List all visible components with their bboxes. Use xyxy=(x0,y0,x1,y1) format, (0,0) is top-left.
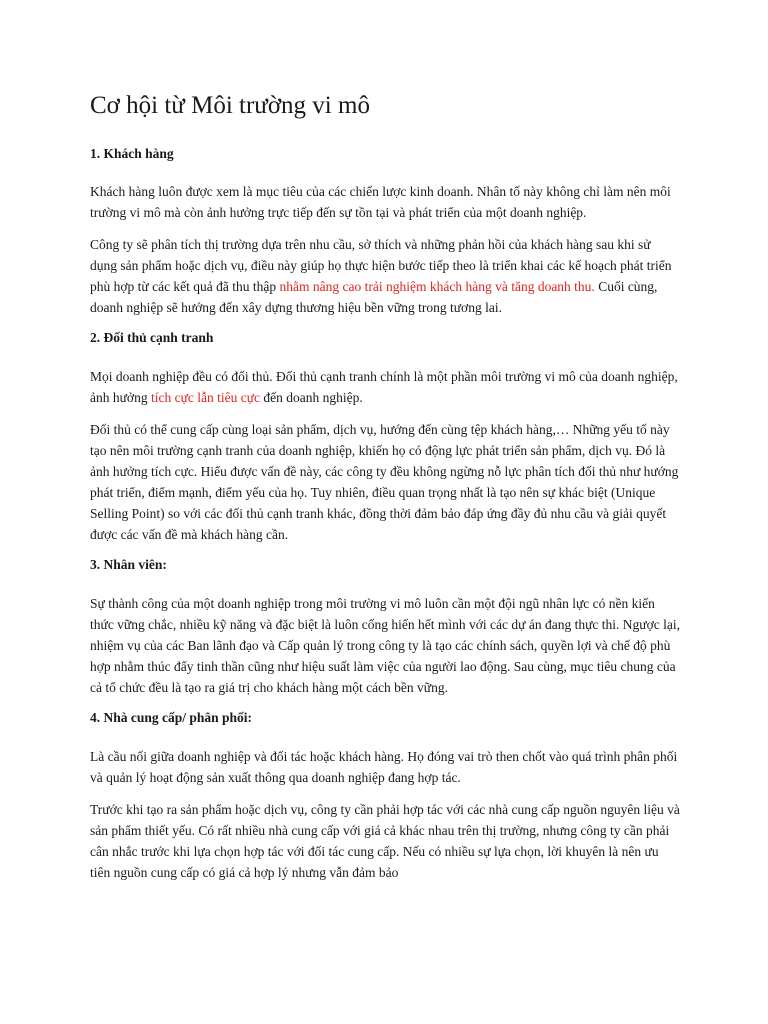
section-employees xyxy=(90,556,680,698)
paragraph xyxy=(90,366,680,408)
page-title: Cơ hội từ Môi trường vi mô xyxy=(90,92,370,119)
paragraph-text: Mọi doanh nghiệp đều có đối thủ. Đối thủ cạnh tranh chính là một phần môi trường vi mô của doanh nghiệp, ảnh hưởng xyxy=(90,369,678,406)
paragraph-text: Công ty sẽ phân tích thị trường dựa trên nhu cầu, sở thích và những phản hồi của khách hàng sau khi sử dụng sản phẩm hoặc dịch vụ, điều này giúp họ thực hiện bước tiếp theo là triển khai các kế hoạch phát triển phù hợp từ các kết quả đã thu thập xyxy=(90,237,672,295)
section-heading: 2. Đối thủ cạnh tranh xyxy=(90,330,214,346)
paragraph xyxy=(90,419,680,545)
paragraph-text: Trước khi tạo ra sản phẩm hoặc dịch vụ, công ty cần phải hợp tác với các nhà cung cấp nguồn nguyên liệu và sản phẩm thiết yếu. Có rất nhiều nhà cung cấp với giá cả khác nhau trên thị trường, nhưng công ty cần phải cân nhắc trước khi lựa chọn hợp tác với đối tác cung cấp. Nếu có nhiều sự lựa chọn, lời khuyên là nên ưu tiên nguồn cung cấp có giá cả hợp lý nhưng vẫn đảm bảo xyxy=(90,802,680,881)
highlighted-text: tích cực lẫn tiêu cực xyxy=(150,390,261,406)
paragraph xyxy=(90,234,680,318)
section-heading: 1. Khách hàng xyxy=(90,145,174,161)
section-customers xyxy=(90,145,680,319)
section-heading: 4. Nhà cung cấp/ phân phối: xyxy=(90,710,253,726)
paragraph-text: Cuối cùng, doanh nghiệp sẽ hướng đến xây dựng thương hiệu bền vững trong tương lai. xyxy=(90,279,658,316)
paragraph xyxy=(90,593,680,698)
paragraph-text: Sự thành công của một doanh nghiệp trong môi trường vi mô luôn cần một đội ngũ nhân lực có nền kiến thức vững chắc, nhiều kỹ năng và đặc biệt là luôn cống hiến hết mình với các dự án đang thực thi. Ngược lại, nhiệm vụ của các Ban lãnh đạo và Cấp quản lý trong công ty là tạo các chính sách, quyền lợi và chế độ phù hợp nhằm thúc đẩy tinh thần cũng như hiệu suất làm việc của người lao động. Sau cùng, mục tiêu chung của cả tổ chức đều là tạo ra giá trị cho khách hàng một cách bền vững. xyxy=(90,596,680,696)
section-heading: 3. Nhân viên: xyxy=(90,557,167,573)
paragraph-text: đến doanh nghiệp. xyxy=(260,390,363,406)
paragraph-text: Là cầu nối giữa doanh nghiệp và đối tác hoặc khách hàng. Họ đóng vai trò then chốt vào quá trình phân phối và quản lý hoạt động sản xuất thông qua doanh nghiệp đang hợp tác. xyxy=(90,749,678,786)
paragraph xyxy=(90,181,680,223)
section-suppliers xyxy=(90,709,680,883)
paragraph xyxy=(90,746,680,788)
highlighted-text: nhằm nâng cao trải nghiệm khách hàng và tăng doanh thu. xyxy=(279,279,595,295)
section-competitors xyxy=(90,329,680,545)
paragraph-text: Khách hàng luôn được xem là mục tiêu của các chiến lược kinh doanh. Nhân tố này không chỉ làm nên môi trường vi mô mà còn ảnh hưởng trực tiếp đến sự tồn tại và phát triển của một doanh nghiệp. xyxy=(90,184,671,221)
paragraph xyxy=(90,799,680,883)
paragraph-text: Đối thủ có thể cung cấp cùng loại sản phẩm, dịch vụ, hướng đến cùng tệp khách hàng,… Những yếu tố này tạo nên môi trường cạnh tranh của doanh nghiệp, khiến họ có động lực phát triển sản phẩm, dịch vụ. Đó là ảnh hưởng tích cực. Hiểu được vấn đề này, các công ty đều không ngừng nỗ lực phân tích đối thủ như hướng phát triển, điểm mạnh, điểm yếu của họ. Tuy nhiên, điều quan trọng nhất là tạo nên sự khác biệt (Unique Selling Point) so với các đối thủ cạnh tranh khác, đồng thời đảm bảo đáp ứng đầy đủ nhu cầu và giải quyết được các vấn đề mà khách hàng cần. xyxy=(90,422,679,543)
